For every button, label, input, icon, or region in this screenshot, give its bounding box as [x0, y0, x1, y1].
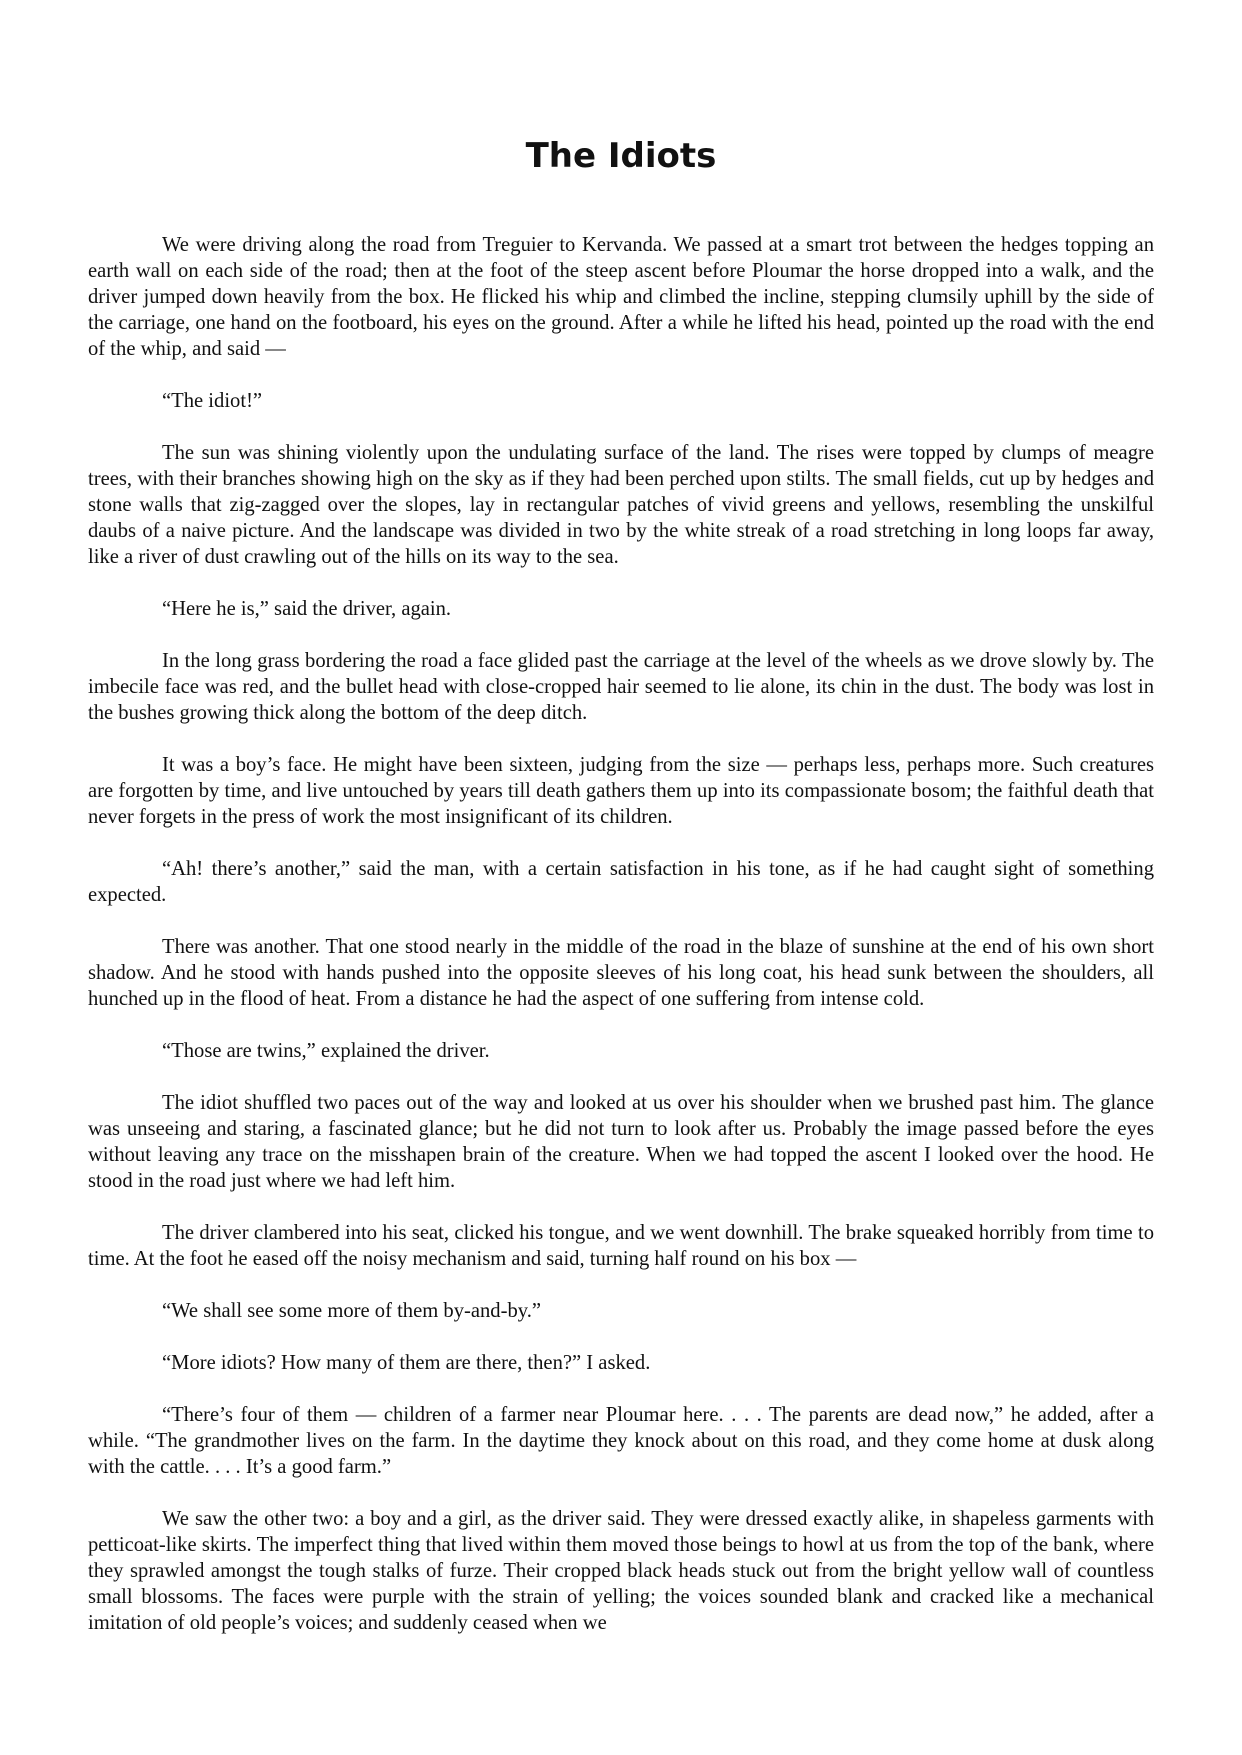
story-body — [88, 232, 1154, 1662]
paragraph: In the long grass bordering the road a face glided past the carriage at the level of the wheels as we drove slowly by. The imbecile face was red, and the bullet head with close-cropped hair seemed to lie alone, its chin in the dust. The body was lost in the bushes growing thick along the bottom of the deep ditch. — [88, 650, 1154, 724]
paragraph: “Ah! there’s another,” said the man, with a certain satisfaction in his tone, as if he had caught sight of something expected. — [88, 858, 1154, 906]
paragraph: It was a boy’s face. He might have been sixteen, judging from the size — perhaps less, perhaps more. Such creatures are forgotten by time, and live untouched by years till death gathers them up into its compassionate bosom; the faithful death that never forgets in the press of work the most insignificant of its children. — [88, 754, 1154, 828]
document-page — [88, 0, 1154, 1755]
paragraph: There was another. That one stood nearly in the middle of the road in the blaze of sunshine at the end of his own short shadow. And he stood with hands pushed into the opposite sleeves of his long coat, his head sunk between the shoulders, all hunched up in the flood of heat. From a distance he had the aspect of one suffering from intense cold. — [88, 936, 1154, 1010]
paragraph: The idiot shuffled two paces out of the way and looked at us over his shoulder when we brushed past him. The glance was unseeing and staring, a fascinated glance; but he did not turn to look after us. Probably the image passed before the eyes without leaving any trace on the misshapen brain of the creature. When we had topped the ascent I looked over the hood. He stood in the road just where we had left him. — [88, 1092, 1154, 1192]
paragraph: “We shall see some more of them by-and-by.” — [162, 1300, 542, 1322]
paragraph: “Here he is,” said the driver, again. — [162, 598, 452, 620]
page-title: The Idiots — [525, 136, 717, 176]
paragraph: The sun was shining violently upon the undulating surface of the land. The rises were topped by clumps of meagre trees, with their branches showing high on the sky as if they had been perched upon stilts. The small fields, cut up by hedges and stone walls that zig-zagged over the slopes, lay in rectangular patches of vivid greens and yellows, resembling the unskilful daubs of a naive picture. And the landscape was divided in two by the white streak of a road stretching in long loops far away, like a river of dust crawling out of the hills on its way to the sea. — [88, 442, 1154, 568]
paragraph: The driver clambered into his seat, clicked his tongue, and we went downhill. The brake squeaked horribly from time to time. At the foot he eased off the noisy mechanism and said, turning half round on his box — — [88, 1222, 1154, 1270]
paragraph: “There’s four of them — children of a farmer near Ploumar here. . . . The parents are dead now,” he added, after a while. “The grandmother lives on the farm. In the daytime they knock about on this road, and they come home at dusk along with the cattle. . . . It’s a good farm.” — [88, 1404, 1154, 1478]
paragraph: We were driving along the road from Treguier to Kervanda. We passed at a smart trot between the hedges topping an earth wall on each side of the road; then at the foot of the steep ascent before Ploumar the horse dropped into a walk, and the driver jumped down heavily from the box. He flicked his whip and climbed the incline, stepping clumsily uphill by the side of the carriage, one hand on the footboard, his eyes on the ground. After a while he lifted his head, pointed up the road with the end of the whip, and said — — [88, 234, 1154, 360]
paragraph: We saw the other two: a boy and a girl, as the driver said. They were dressed exactly alike, in shapeless garments with petticoat-like skirts. The imperfect thing that lived within them moved those beings to howl at us from the top of the bank, where they sprawled amongst the tough stalks of furze. Their cropped black heads stuck out from the bright yellow wall of countless small blossoms. The faces were purple with the strain of yelling; the voices sounded blank and cracked like a mechanical imitation of old people’s voices; and suddenly ceased when we — [88, 1508, 1154, 1634]
paragraph: “Those are twins,” explained the driver. — [162, 1040, 490, 1062]
paragraph: “More idiots? How many of them are there, then?” I asked. — [162, 1352, 651, 1374]
paragraph: “The idiot!” — [162, 390, 263, 412]
